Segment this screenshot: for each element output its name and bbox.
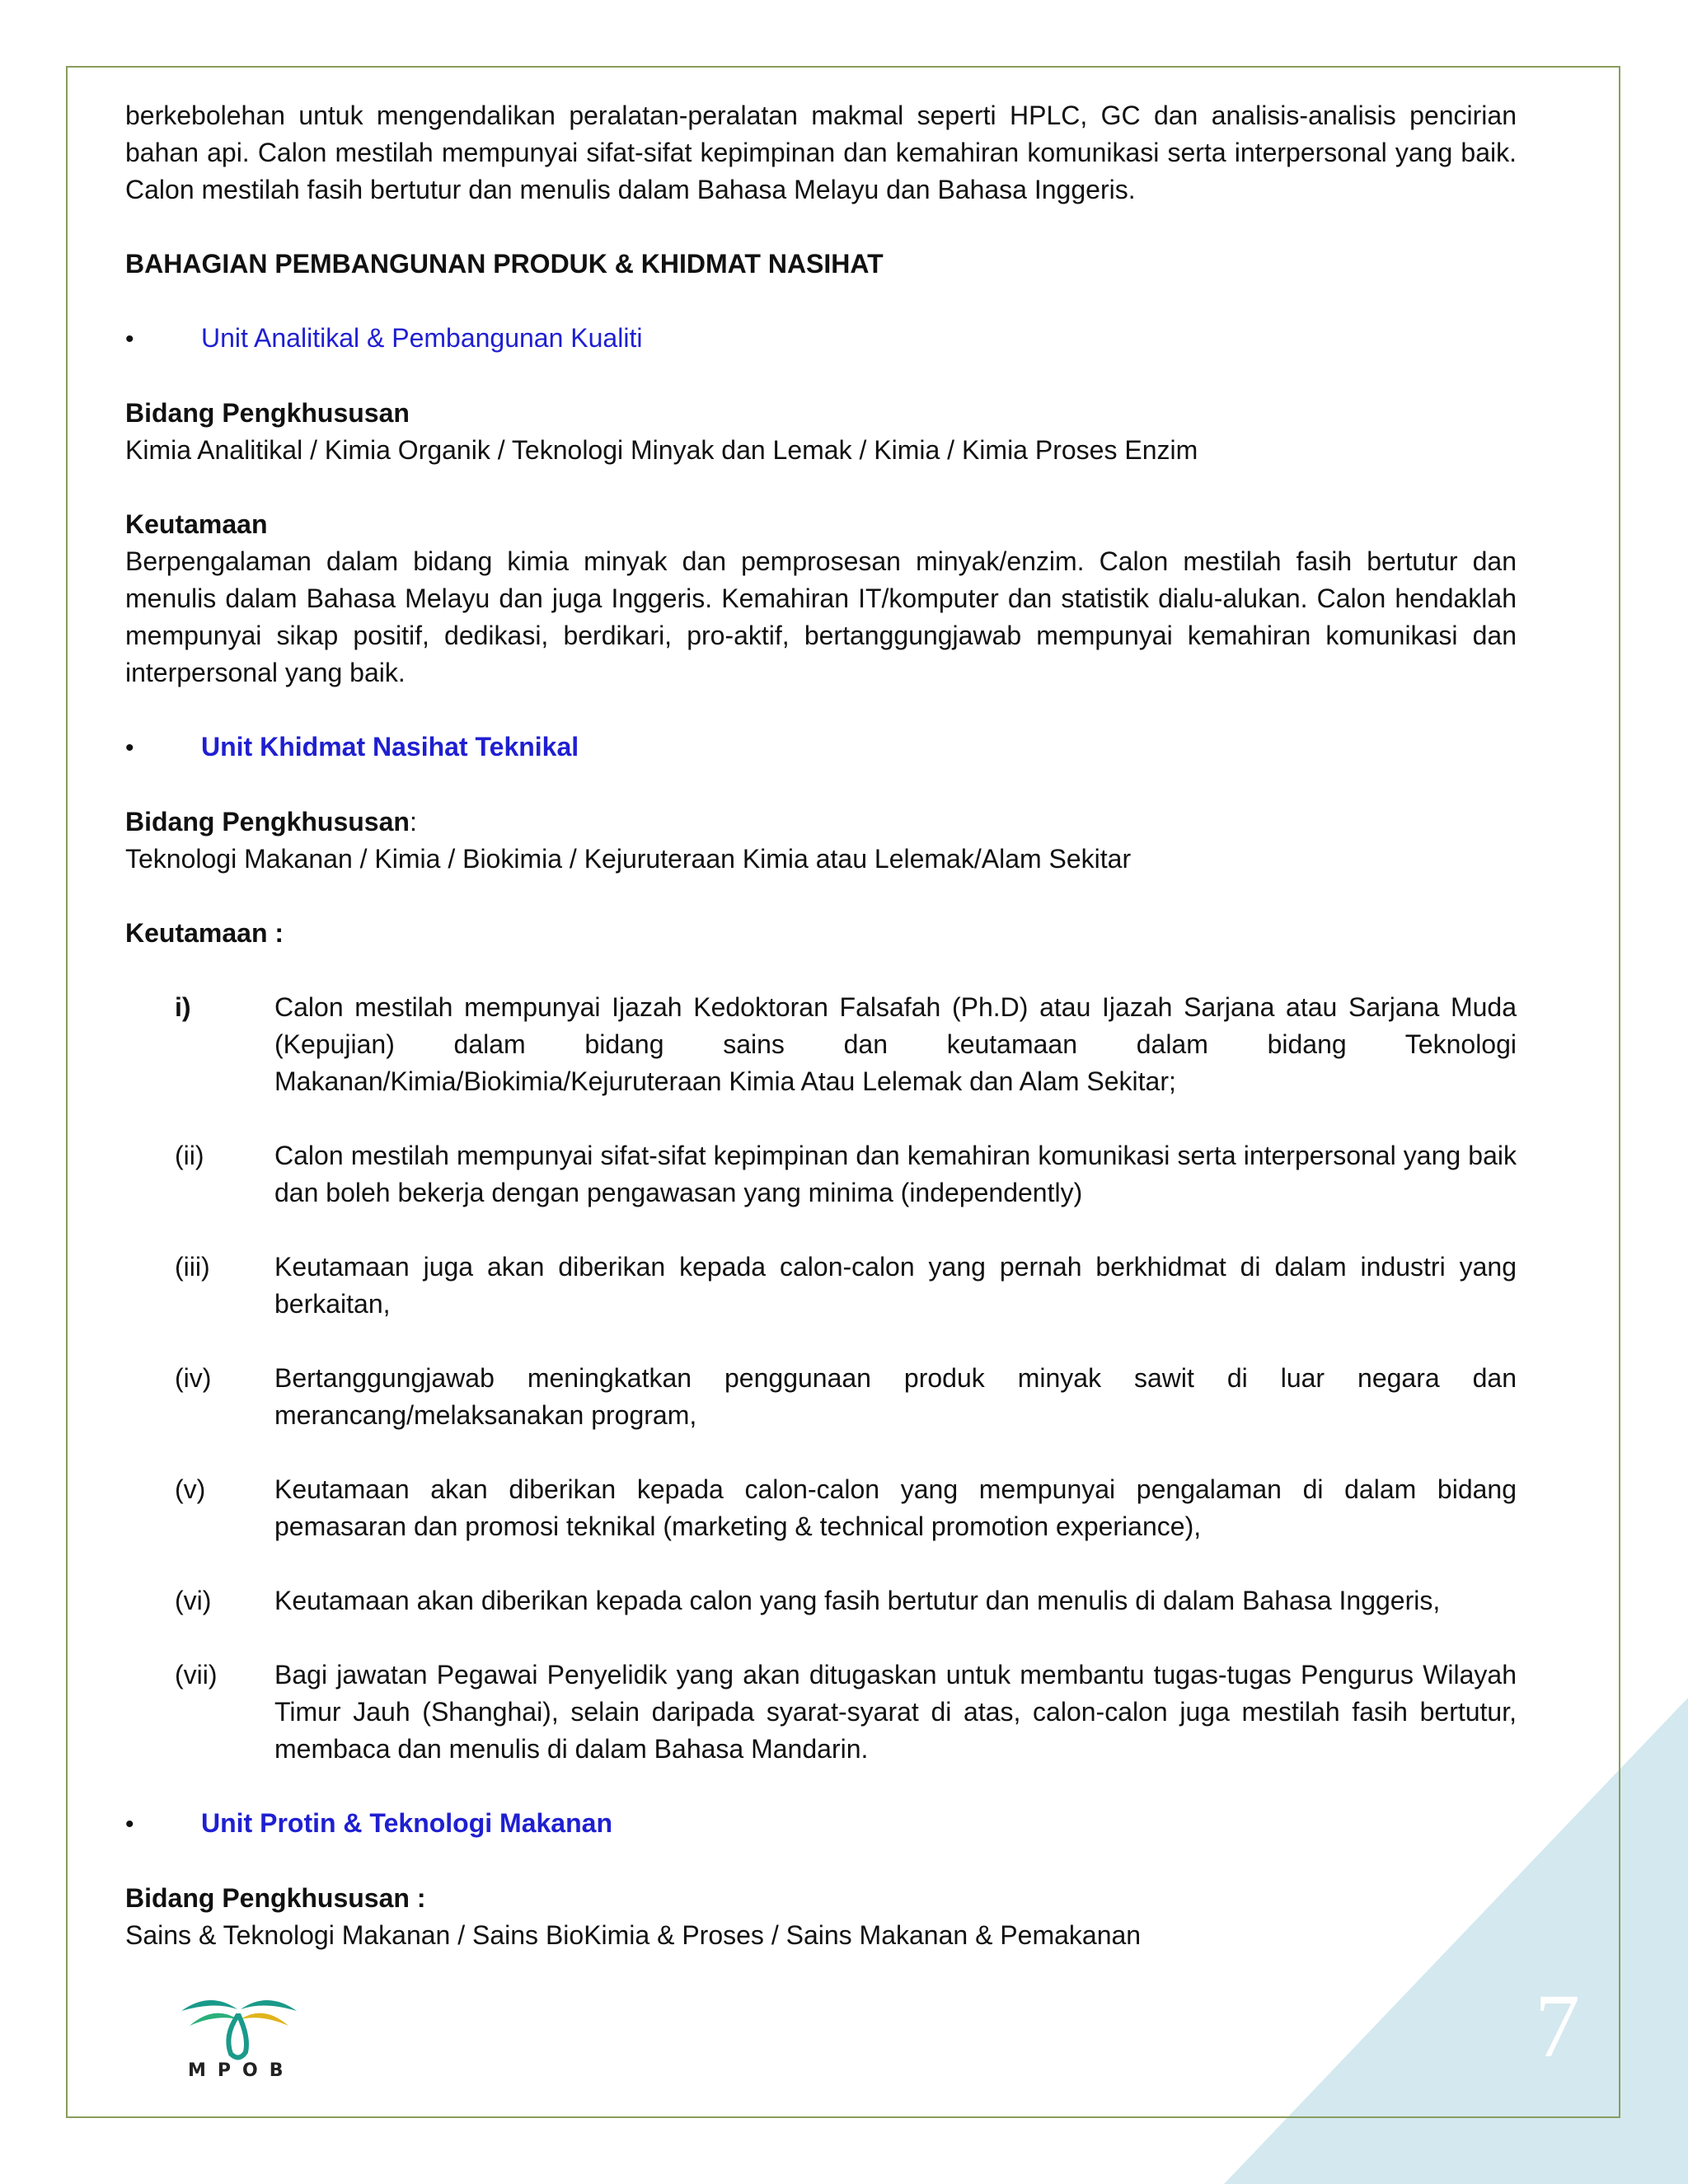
unit3-bidang-label: Bidang Pengkhususan : xyxy=(125,1883,426,1913)
unit-analitikal-title: Unit Analitikal & Pembangunan Kualiti xyxy=(201,323,643,353)
unit2-bidang-text: Teknologi Makanan / Kimia / Biokimia / Kejuruteraan Kimia atau Lelemak/Alam Sekitar xyxy=(125,844,1132,874)
list-item xyxy=(125,1657,1517,1768)
list-number: (v) xyxy=(175,1474,206,1504)
list-number: (iv) xyxy=(175,1363,212,1393)
unit2-bidang-label: Bidang Pengkhususan xyxy=(125,807,410,837)
unit2-bidang-heading xyxy=(125,804,1517,841)
unit-protin-bullet xyxy=(125,1805,1517,1843)
list-text: Calon mestilah mempunyai sifat-sifat kepimpinan dan kemahiran komunikasi serta interpersonal yang baik dan boleh bekerja dengan pengawasan yang minima (independently) xyxy=(274,1141,1517,1207)
mpob-logo-text: MPOB xyxy=(188,2060,295,2081)
unit-khidmat-bullet xyxy=(125,729,1517,766)
section-title: BAHAGIAN PEMBANGUNAN PRODUK & KHIDMAT NASIHAT xyxy=(125,249,884,279)
unit1-bidang-text: Kimia Analitikal / Kimia Organik / Teknologi Minyak dan Lemak / Kimia / Kimia Proses Enzim xyxy=(125,435,1198,465)
bullet-icon: • xyxy=(125,1811,134,1838)
list-text: Keutamaan juga akan diberikan kepada calon-calon yang pernah berkhidmat di dalam industri yang berkaitan, xyxy=(274,1252,1517,1319)
list-text: Calon mestilah mempunyai Ijazah Kedoktoran Falsafah (Ph.D) atau Ijazah Sarjana atau Sarjana Muda (Kepujian) dalam bidang sains dan keutamaan dalam bidang Teknologi Makanan/Kimia/Biokimia/Kejuruteraan Kimia Atau Lelemak dan Alam Sekitar; xyxy=(274,992,1517,1096)
list-text: Keutamaan akan diberikan kepada calon yang fasih bertutur dan menulis di dalam Bahasa Inggeris, xyxy=(274,1586,1441,1615)
list-item xyxy=(125,1471,1517,1545)
page-number: 7 xyxy=(1535,1975,1580,2076)
unit1-keutamaan-label: Keutamaan xyxy=(125,509,268,539)
bullet-icon: • xyxy=(125,734,134,762)
list-number: (vii) xyxy=(175,1660,218,1690)
bullet-icon: • xyxy=(125,326,134,353)
unit-khidmat-title: Unit Khidmat Nasihat Teknikal xyxy=(201,732,579,762)
unit3-bidang-text: Sains & Teknologi Makanan / Sains BioKimia & Proses / Sains Makanan & Pemakanan xyxy=(125,1920,1142,1950)
unit1-keutamaan-text: Berpengalaman dalam bidang kimia minyak dan pemprosesan minyak/enzim. Calon mestilah fasih bertutur dan menulis dalam Bahasa Melayu dan juga Inggeris. Kemahiran IT/komputer dan statistik dialu-alukan. Calon hendaklah mempunyai sikap positif, dedikasi, berdikari, pro-aktif, bertanggungjawab mempunyai kemahiran komunikasi dan interpersonal yang baik. xyxy=(125,546,1517,687)
unit2-keutamaan-label: Keutamaan : xyxy=(125,918,284,948)
list-text: Bertanggungjawab meningkatkan penggunaan produk minyak sawit di luar negara dan merancang/melaksanakan program, xyxy=(274,1363,1517,1430)
list-text: Keutamaan akan diberikan kepada calon-calon yang mempunyai pengalaman di dalam bidang pemasaran dan promosi teknikal (marketing & technical promotion experiance), xyxy=(274,1474,1517,1541)
list-number: (vi) xyxy=(175,1586,212,1615)
list-item xyxy=(125,1137,1517,1212)
document-body xyxy=(125,97,1517,1954)
unit-analitikal-bullet xyxy=(125,320,1517,358)
list-item xyxy=(125,989,1517,1100)
intro-paragraph: berkebolehan untuk mengendalikan peralatan-peralatan makmal seperti HPLC, GC dan analisis-analisis pencirian bahan api. Calon mestilah mempunyai sifat-sifat kepimpinan dan kemahiran komunikasi serta interpersonal yang baik. Calon mestilah fasih bertutur dan menulis dalam Bahasa Melayu dan Bahasa Inggeris. xyxy=(125,101,1517,204)
list-item xyxy=(125,1360,1517,1434)
unit-protin-title: Unit Protin & Teknologi Makanan xyxy=(201,1808,612,1838)
list-item xyxy=(125,1249,1517,1323)
unit1-bidang-label: Bidang Pengkhususan xyxy=(125,398,410,428)
list-number: i) xyxy=(175,992,191,1022)
unit2-bidang-colon: : xyxy=(409,807,417,837)
list-number: (ii) xyxy=(175,1141,204,1170)
list-number: (iii) xyxy=(175,1252,210,1282)
list-text: Bagi jawatan Pegawai Penyelidik yang akan ditugaskan untuk membantu tugas-tugas Pengurus Wilayah Timur Jauh (Shanghai), selain daripada syarat-syarat di atas, calon-calon juga mestilah fasih bertutur, membaca dan menulis di dalam Bahasa Mandarin. xyxy=(274,1660,1517,1764)
list-item xyxy=(125,1582,1517,1619)
